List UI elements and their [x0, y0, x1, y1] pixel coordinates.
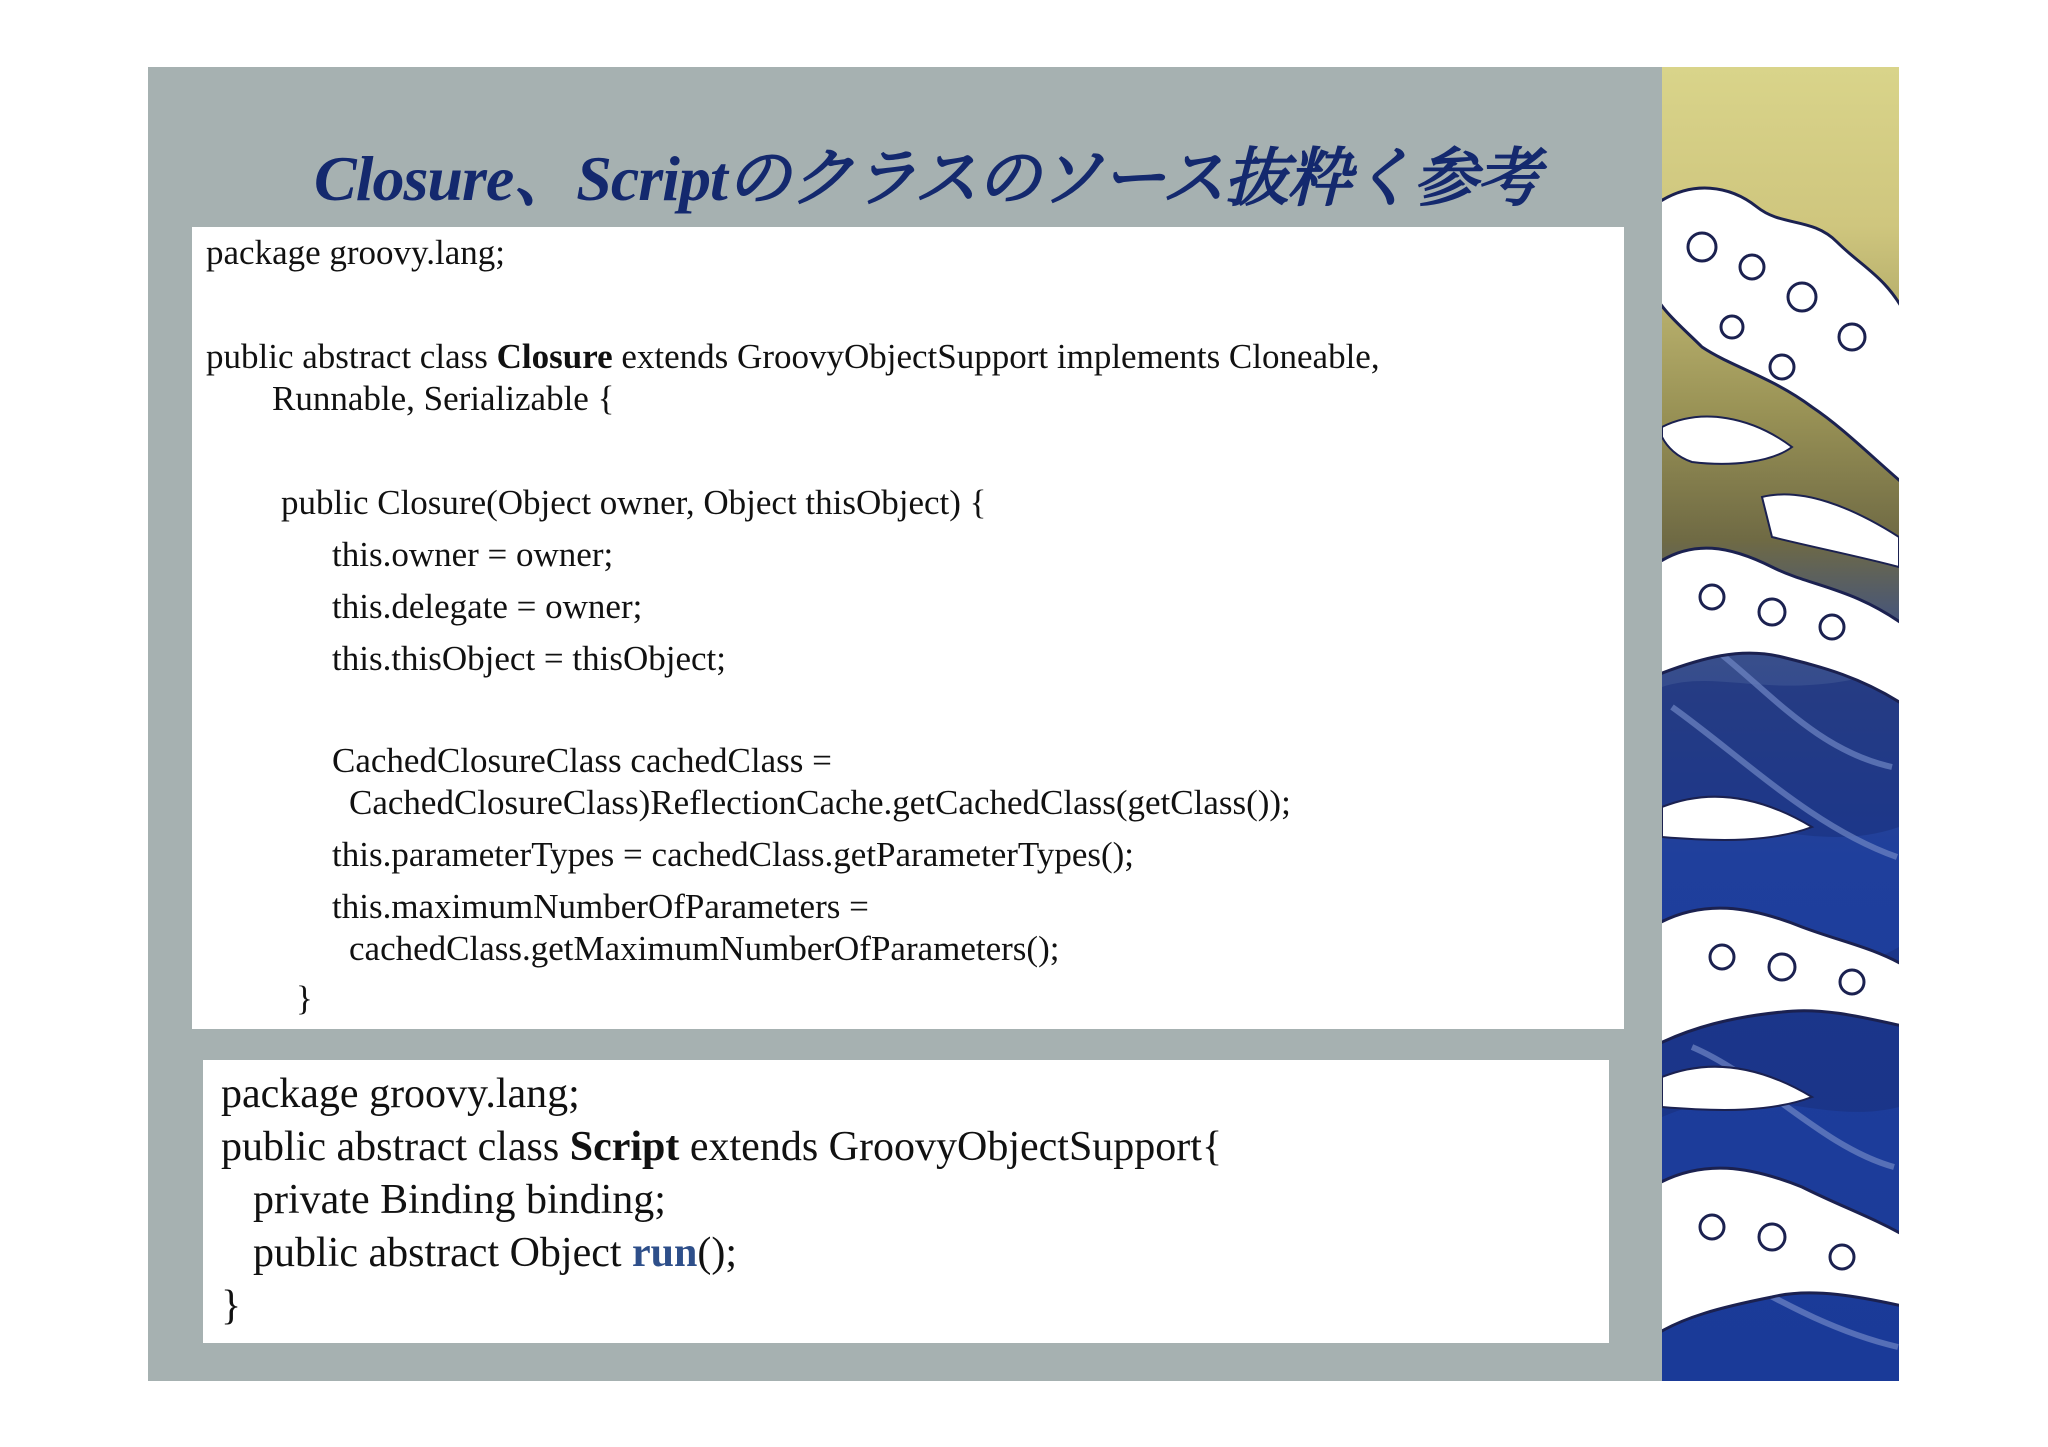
code-line: package groovy.lang; — [221, 1071, 580, 1117]
code-line — [206, 337, 1380, 377]
code-text: extends GroovyObjectSupport implements Cloneable, — [612, 337, 1380, 376]
code-line: this.parameterTypes = cachedClass.getParameterTypes(); — [332, 835, 1135, 874]
code-line: cachedClass.getMaximumNumberOfParameters(); — [349, 929, 1060, 968]
class-name-closure: Closure — [496, 337, 613, 376]
slide — [148, 67, 1899, 1381]
code-line: public Closure(Object owner, Object thisObject) { — [281, 483, 987, 522]
code-line — [221, 1123, 1222, 1171]
class-name-script: Script — [569, 1124, 680, 1170]
code-line: } — [296, 979, 313, 1018]
code-line: this.maximumNumberOfParameters = — [332, 887, 869, 926]
code-text: public abstract Object — [253, 1230, 633, 1276]
code-line: CachedClosureClass cachedClass = — [332, 741, 832, 780]
method-run: run — [632, 1230, 698, 1276]
code-text: public abstract class — [206, 337, 497, 376]
code-line: this.owner = owner; — [332, 535, 614, 574]
code-line: private Binding binding; — [253, 1177, 666, 1223]
slide-title: Closure、Scriptのクラスのソース抜粋く参考 — [314, 143, 1540, 214]
closure-code-box — [192, 227, 1624, 1029]
code-line: this.thisObject = thisObject; — [332, 639, 727, 678]
wave-art — [1662, 67, 1899, 1381]
code-line: this.delegate = owner; — [332, 587, 643, 626]
code-line: Runnable, Serializable { — [272, 379, 615, 418]
code-line: package groovy.lang; — [206, 233, 506, 272]
code-text: extends GroovyObjectSupport{ — [679, 1124, 1223, 1170]
code-line — [253, 1229, 737, 1277]
code-line: CachedClosureClass)ReflectionCache.getCachedClass(getClass()); — [349, 783, 1291, 822]
code-line: } — [221, 1283, 242, 1329]
wave-illustration — [1662, 67, 1899, 1381]
script-code-box — [203, 1060, 1609, 1343]
code-text: (); — [697, 1230, 738, 1276]
code-text: public abstract class — [221, 1124, 570, 1170]
